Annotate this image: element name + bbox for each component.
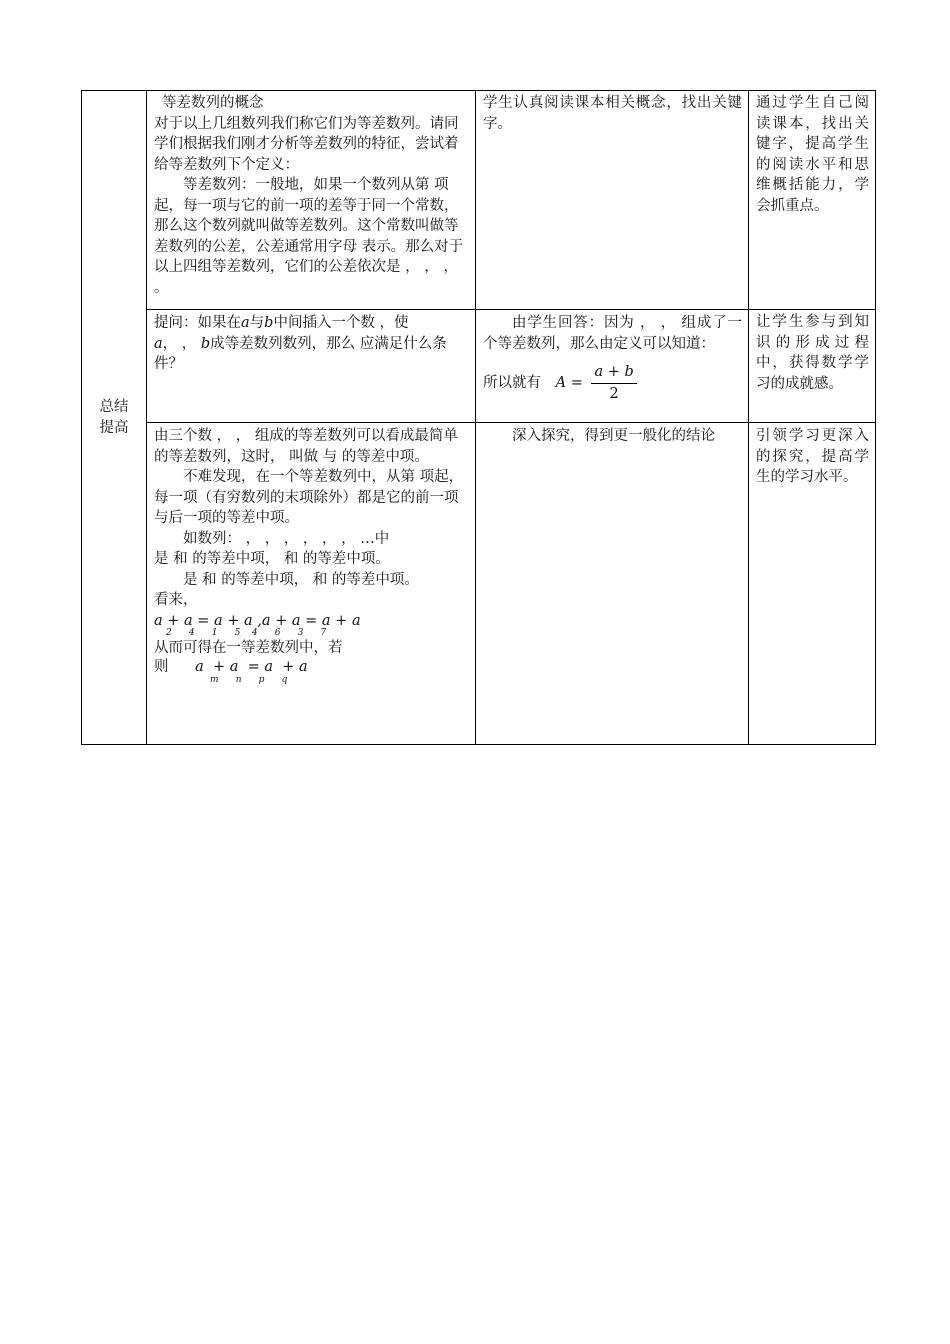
formula-intro: 所以就有 — [483, 375, 541, 391]
row2-student-cell — [476, 310, 749, 423]
row2-formula-line — [483, 362, 742, 404]
row2-question — [154, 313, 469, 375]
row3-intent-cell — [749, 423, 876, 745]
question-part-1: 提问：如果在 — [154, 315, 241, 331]
stage-cell — [82, 91, 147, 745]
formula-fraction — [591, 362, 636, 404]
row1-student-cell — [476, 91, 749, 310]
row3-teacher-cell — [147, 423, 476, 745]
row1-teacher-cell — [147, 91, 476, 310]
var-b-2: b — [200, 335, 211, 352]
var-b: b — [264, 315, 274, 331]
row1-paragraph-2: 等差数列：一般地，如果一个数列从第 项起，每一项与它的前一项的差等于同一个常数，那么这个数列就叫做等差数列。这个常数叫做等差数列的公差，公差通常用字母 表示。那么对于以上四组等差数列，它们的公差依次是 ， ， ， 。 — [154, 177, 464, 296]
row3-seeing: 看来， — [154, 592, 198, 608]
row3-student-text: 深入探究，得到更一般化的结论 — [512, 428, 715, 444]
row3-intent-text: 引领学习更深入的探究，提高学生的学习水平。 — [756, 428, 869, 485]
row3-example-line-2: 是 和 的等差中项， 和 的等差中项。 — [154, 551, 390, 567]
stage-label-line2: 提高 — [99, 419, 129, 436]
row3-formula-2: a + a = a + a — [195, 659, 308, 675]
row3-paragraph-2: 不难发现，在一个等差数列中，从第 项起，每一项（有穷数列的末项除外）都是它的前一项与后一项的等差中项。 — [154, 469, 464, 526]
row3-paragraph-1: 由三个数 ， ， 组成的等差数列可以看成最简单的等差数列，这时， 叫做 与 的等差中项。 — [154, 428, 458, 465]
var-a-2: a — [154, 335, 163, 352]
row3-student-cell — [476, 423, 749, 745]
question-part-2: 与 — [249, 315, 265, 331]
row2-student-text: 由学生回答：因为 ， ， 组成了一个等差数列，那么由定义可以知道： — [483, 315, 742, 352]
var-a: a — [241, 315, 250, 331]
row3-conclusion: 从而可得在一等差数列中，若 — [154, 639, 343, 656]
formula-lhs: A = — [555, 375, 583, 391]
question-part-3: 中间插入一个数 ，使 — [273, 315, 409, 331]
question-part-5: 成等差数列数列，那么 应满足什么条件？ — [154, 335, 447, 372]
row1-intent-cell — [749, 91, 876, 310]
row2-intent-cell — [749, 310, 876, 423]
concept-heading: 等差数列的概念 — [162, 95, 264, 111]
row3-example-line: 如数列： ， ， ， ， ， ， …中 — [183, 530, 390, 547]
lesson-plan-table — [81, 90, 876, 745]
fraction-denominator: 2 — [609, 385, 619, 402]
row2-intent-text: 让学生参与到知识的形成过程中，获得数学学习的成就感。 — [756, 314, 869, 392]
row3-formula-2-subscripts: m n p q — [210, 675, 288, 685]
row3-formula-2-line — [154, 658, 469, 676]
row1-intent-text: 通过学生自己阅读课本，找出关键字，提高学生的阅读水平和思维概括能力，学会抓重点。 — [756, 95, 869, 214]
row2-teacher-cell — [147, 310, 476, 423]
row3-formula-1: a + a = a + a ,a + a = a + a — [154, 612, 361, 629]
then-label: 则 — [154, 659, 169, 675]
fraction-numerator: a + b — [591, 362, 636, 384]
row3-example-line-3: 是 和 的等差中项， 和 的等差中项。 — [183, 571, 419, 588]
row1-paragraph-1: 对于以上几组数列我们称它们为等差数列。请同学们根据我们刚才分析等差数列的特征，尝试着给等差数列下个定义： — [154, 115, 459, 173]
row3-formula-1-subscripts: 2 4 1 5 4 6 3 7 — [166, 627, 327, 638]
row1-student-text: 学生认真阅读课本相关概念，找出关键字。 — [483, 95, 742, 132]
stage-label-line1: 总结 — [99, 399, 129, 415]
question-part-4: ， ， — [162, 335, 197, 352]
